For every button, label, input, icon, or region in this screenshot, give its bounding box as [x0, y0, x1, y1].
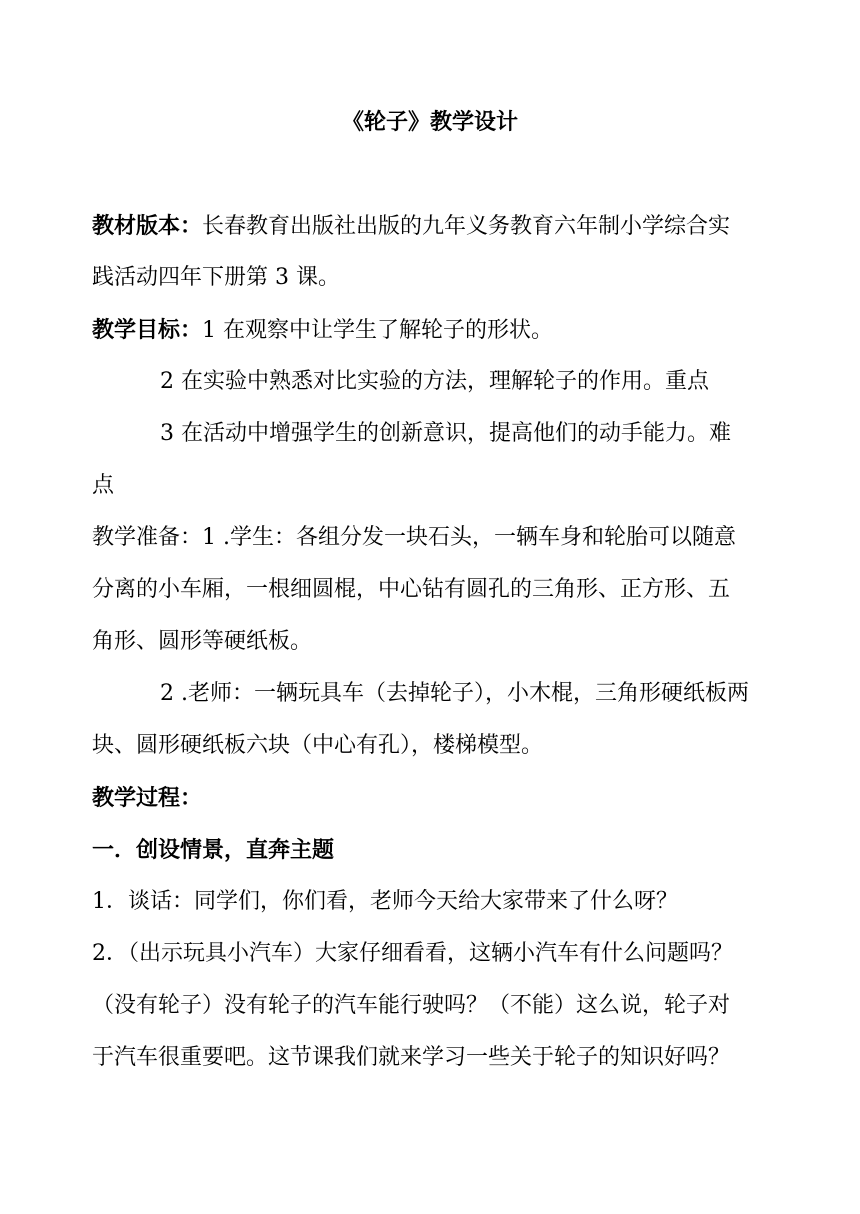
preparation-line-3: 角形、圆形等硬纸板。 — [92, 629, 313, 654]
preparation-line-4: 2 .老师：一辆玩具车（去掉轮子），小木棍，三角形硬纸板两 — [160, 681, 749, 706]
step-2-line-3: 于汽车很重要吧。这节课我们就来学习一些关于轮子的知识好吗？ — [92, 1045, 731, 1070]
objective-item-3-line-1: 3 在活动中增强学生的创新意识，提高他们的动手能力。难 — [160, 421, 731, 446]
material-line-1 — [92, 208, 772, 245]
preparation-line-1: 教学准备：1 .学生：各组分发一块石头，一辆车身和轮胎可以随意 — [92, 525, 736, 550]
preparation-line-5: 块、圆形硬纸板六块（中心有孔），楼梯模型。 — [92, 733, 544, 758]
objectives-line-1 — [92, 312, 772, 349]
section-1-heading: 一．创设情景，直奔主题 — [92, 837, 335, 863]
objective-item-1: 1 在观察中让学生了解轮子的形状。 — [202, 318, 554, 343]
material-line-2: 践活动四年下册第 3 课。 — [92, 265, 340, 290]
objectives-label: 教学目标： — [92, 317, 203, 343]
step-1: 1．谈话：同学们，你们看，老师今天给大家带来了什么呀？ — [92, 889, 678, 914]
material-label: 教材版本： — [92, 213, 203, 239]
preparation-line-2: 分离的小车厢，一根细圆棍，中心钻有圆孔的三角形、正方形、五 — [92, 577, 731, 602]
step-2-line-2: （没有轮子）没有轮子的汽车能行驶吗？（不能）这么说，轮子对 — [92, 993, 731, 1018]
process-heading: 教学过程： — [92, 785, 203, 811]
objective-item-2: 2 在实验中熟悉对比实验的方法，理解轮子的作用。重点 — [160, 369, 709, 394]
step-2-line-1: 2．（出示玩具小汽车）大家仔细看看，这辆小汽车有什么问题吗？ — [92, 941, 733, 966]
objective-item-3-line-2: 点 — [92, 473, 115, 498]
material-text-1: 长春教育出版社出版的九年义务教育六年制小学综合实 — [202, 214, 731, 239]
document-title: 《轮子》教学设计 — [341, 109, 518, 135]
